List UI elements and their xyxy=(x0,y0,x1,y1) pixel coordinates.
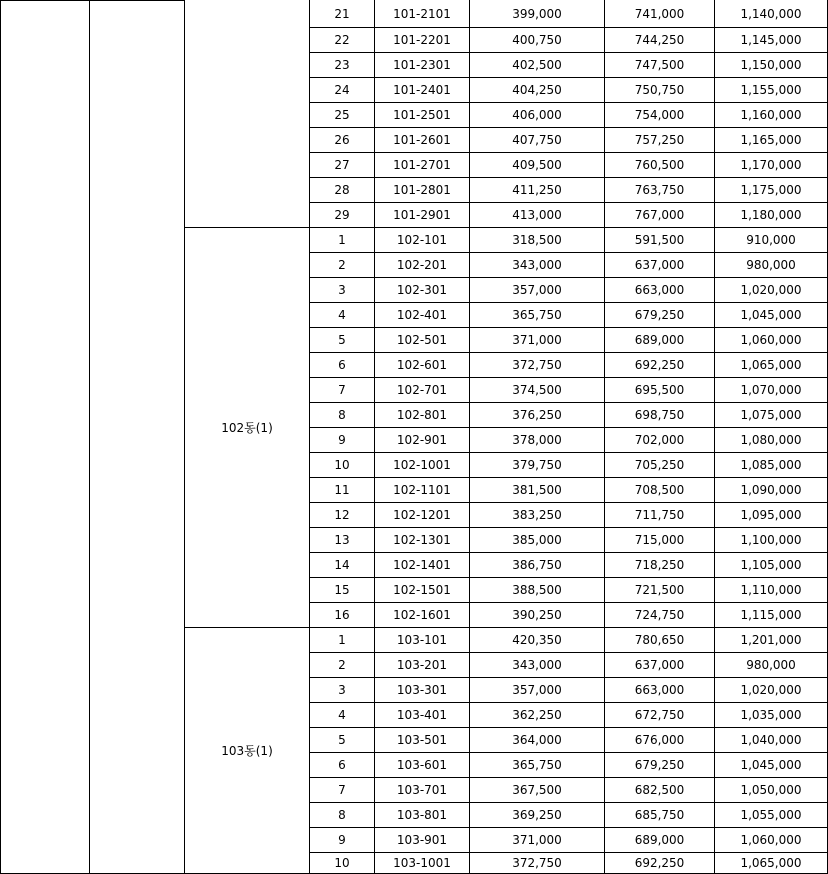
unit-number-cell: 101-2101 xyxy=(375,0,470,28)
unit-number-cell: 102-501 xyxy=(375,328,470,353)
row-number-cell: 4 xyxy=(310,303,375,328)
unit-number-cell: 102-1601 xyxy=(375,603,470,628)
amount-a-cell: 388,500 xyxy=(470,578,605,603)
amount-total-cell: 1,110,000 xyxy=(715,578,828,603)
amount-a-cell: 407,750 xyxy=(470,128,605,153)
unit-number-cell: 101-2901 xyxy=(375,203,470,228)
row-number-cell: 5 xyxy=(310,728,375,753)
amount-a-cell: 372,750 xyxy=(470,353,605,378)
amount-b-cell: 747,500 xyxy=(605,53,715,78)
amount-a-cell: 399,000 xyxy=(470,0,605,28)
amount-b-cell: 711,750 xyxy=(605,503,715,528)
amount-b-cell: 676,000 xyxy=(605,728,715,753)
row-number-cell: 28 xyxy=(310,178,375,203)
amount-total-cell: 1,035,000 xyxy=(715,703,828,728)
amount-a-cell: 376,250 xyxy=(470,403,605,428)
unit-number-cell: 103-601 xyxy=(375,753,470,778)
amount-b-cell: 760,500 xyxy=(605,153,715,178)
row-number-cell: 6 xyxy=(310,753,375,778)
amount-a-cell: 404,250 xyxy=(470,78,605,103)
unit-number-cell: 101-2201 xyxy=(375,28,470,53)
amount-total-cell: 1,165,000 xyxy=(715,128,828,153)
amount-b-cell: 679,250 xyxy=(605,303,715,328)
amount-total-cell: 1,070,000 xyxy=(715,378,828,403)
row-number-cell: 9 xyxy=(310,828,375,853)
amount-a-cell: 365,750 xyxy=(470,753,605,778)
amount-a-cell: 420,350 xyxy=(470,628,605,653)
row-number-cell: 3 xyxy=(310,678,375,703)
amount-b-cell: 705,250 xyxy=(605,453,715,478)
row-number-cell: 3 xyxy=(310,278,375,303)
amount-b-cell: 591,500 xyxy=(605,228,715,253)
amount-a-cell: 378,000 xyxy=(470,428,605,453)
unit-number-cell: 103-1001 xyxy=(375,853,470,874)
row-number-cell: 5 xyxy=(310,328,375,353)
amount-b-cell: 763,750 xyxy=(605,178,715,203)
amount-a-cell: 400,750 xyxy=(470,28,605,53)
amount-b-cell: 715,000 xyxy=(605,528,715,553)
amount-total-cell: 1,045,000 xyxy=(715,753,828,778)
amount-total-cell: 1,105,000 xyxy=(715,553,828,578)
unit-number-cell: 103-701 xyxy=(375,778,470,803)
amount-total-cell: 1,060,000 xyxy=(715,828,828,853)
unit-number-cell: 103-801 xyxy=(375,803,470,828)
row-number-cell: 2 xyxy=(310,253,375,278)
amount-total-cell: 1,201,000 xyxy=(715,628,828,653)
amount-b-cell: 637,000 xyxy=(605,253,715,278)
amount-b-cell: 685,750 xyxy=(605,803,715,828)
outer-subcategory-column xyxy=(90,0,185,874)
amount-total-cell: 1,020,000 xyxy=(715,278,828,303)
amount-b-cell: 718,250 xyxy=(605,553,715,578)
unit-number-cell: 101-2501 xyxy=(375,103,470,128)
amount-b-cell: 780,650 xyxy=(605,628,715,653)
amount-a-cell: 371,000 xyxy=(470,828,605,853)
table-top-border xyxy=(0,0,185,1)
unit-number-cell: 102-1301 xyxy=(375,528,470,553)
unit-number-cell: 102-1401 xyxy=(375,553,470,578)
amount-a-cell: 379,750 xyxy=(470,453,605,478)
amount-a-cell: 367,500 xyxy=(470,778,605,803)
unit-number-cell: 102-301 xyxy=(375,278,470,303)
amount-total-cell: 1,085,000 xyxy=(715,453,828,478)
amount-b-cell: 754,000 xyxy=(605,103,715,128)
amount-b-cell: 698,750 xyxy=(605,403,715,428)
amount-a-cell: 343,000 xyxy=(470,253,605,278)
amount-b-cell: 672,750 xyxy=(605,703,715,728)
unit-number-cell: 102-201 xyxy=(375,253,470,278)
amount-total-cell: 1,080,000 xyxy=(715,428,828,453)
unit-number-cell: 102-401 xyxy=(375,303,470,328)
row-number-cell: 11 xyxy=(310,478,375,503)
amount-total-cell: 1,115,000 xyxy=(715,603,828,628)
unit-number-cell: 101-2301 xyxy=(375,53,470,78)
amount-a-cell: 402,500 xyxy=(470,53,605,78)
row-number-cell: 21 xyxy=(310,0,375,28)
amount-total-cell: 980,000 xyxy=(715,653,828,678)
row-number-cell: 1 xyxy=(310,228,375,253)
amount-total-cell: 1,175,000 xyxy=(715,178,828,203)
unit-number-cell: 101-2801 xyxy=(375,178,470,203)
amount-a-cell: 371,000 xyxy=(470,328,605,353)
amount-total-cell: 1,170,000 xyxy=(715,153,828,178)
amount-a-cell: 357,000 xyxy=(470,278,605,303)
row-number-cell: 29 xyxy=(310,203,375,228)
amount-total-cell: 1,150,000 xyxy=(715,53,828,78)
row-number-cell: 9 xyxy=(310,428,375,453)
unit-number-cell: 102-1501 xyxy=(375,578,470,603)
amount-b-cell: 689,000 xyxy=(605,828,715,853)
row-number-cell: 27 xyxy=(310,153,375,178)
amount-b-cell: 663,000 xyxy=(605,278,715,303)
amount-total-cell: 910,000 xyxy=(715,228,828,253)
unit-number-cell: 103-401 xyxy=(375,703,470,728)
amount-total-cell: 1,045,000 xyxy=(715,303,828,328)
amount-total-cell: 1,155,000 xyxy=(715,78,828,103)
row-number-cell: 8 xyxy=(310,803,375,828)
row-number-cell: 24 xyxy=(310,78,375,103)
amount-b-cell: 637,000 xyxy=(605,653,715,678)
amount-b-cell: 724,750 xyxy=(605,603,715,628)
row-number-cell: 16 xyxy=(310,603,375,628)
row-number-cell: 7 xyxy=(310,378,375,403)
amount-b-cell: 682,500 xyxy=(605,778,715,803)
row-number-cell: 2 xyxy=(310,653,375,678)
unit-number-cell: 103-201 xyxy=(375,653,470,678)
unit-number-cell: 102-1201 xyxy=(375,503,470,528)
unit-number-cell: 102-101 xyxy=(375,228,470,253)
unit-number-cell: 103-301 xyxy=(375,678,470,703)
amount-b-cell: 767,000 xyxy=(605,203,715,228)
row-number-cell: 14 xyxy=(310,553,375,578)
amount-total-cell: 1,100,000 xyxy=(715,528,828,553)
amount-a-cell: 318,500 xyxy=(470,228,605,253)
amount-a-cell: 385,000 xyxy=(470,528,605,553)
amount-total-cell: 1,060,000 xyxy=(715,328,828,353)
amount-b-cell: 679,250 xyxy=(605,753,715,778)
amount-b-cell: 744,250 xyxy=(605,28,715,53)
row-number-cell: 13 xyxy=(310,528,375,553)
building-group-cell: 103동(1) xyxy=(185,628,310,874)
amount-a-cell: 364,000 xyxy=(470,728,605,753)
unit-number-cell: 102-1101 xyxy=(375,478,470,503)
amount-a-cell: 413,000 xyxy=(470,203,605,228)
amount-b-cell: 695,500 xyxy=(605,378,715,403)
amount-b-cell: 750,750 xyxy=(605,78,715,103)
amount-b-cell: 757,250 xyxy=(605,128,715,153)
row-number-cell: 25 xyxy=(310,103,375,128)
unit-number-cell: 102-901 xyxy=(375,428,470,453)
amount-total-cell: 1,055,000 xyxy=(715,803,828,828)
row-number-cell: 12 xyxy=(310,503,375,528)
amount-total-cell: 1,065,000 xyxy=(715,353,828,378)
amount-total-cell: 1,075,000 xyxy=(715,403,828,428)
unit-number-cell: 102-1001 xyxy=(375,453,470,478)
unit-number-cell: 102-601 xyxy=(375,353,470,378)
amount-a-cell: 386,750 xyxy=(470,553,605,578)
amount-a-cell: 365,750 xyxy=(470,303,605,328)
amount-total-cell: 1,145,000 xyxy=(715,28,828,53)
amount-total-cell: 1,040,000 xyxy=(715,728,828,753)
amount-total-cell: 1,180,000 xyxy=(715,203,828,228)
row-number-cell: 26 xyxy=(310,128,375,153)
unit-number-cell: 101-2401 xyxy=(375,78,470,103)
unit-number-cell: 103-101 xyxy=(375,628,470,653)
row-number-cell: 1 xyxy=(310,628,375,653)
amount-b-cell: 741,000 xyxy=(605,0,715,28)
row-number-cell: 8 xyxy=(310,403,375,428)
unit-number-cell: 101-2601 xyxy=(375,128,470,153)
unit-number-cell: 103-501 xyxy=(375,728,470,753)
row-number-cell: 6 xyxy=(310,353,375,378)
amount-a-cell: 383,250 xyxy=(470,503,605,528)
amount-b-cell: 708,500 xyxy=(605,478,715,503)
amount-b-cell: 692,250 xyxy=(605,353,715,378)
row-number-cell: 23 xyxy=(310,53,375,78)
amount-b-cell: 689,000 xyxy=(605,328,715,353)
outer-category-column xyxy=(0,0,90,874)
unit-number-cell: 103-901 xyxy=(375,828,470,853)
amount-a-cell: 381,500 xyxy=(470,478,605,503)
amount-a-cell: 362,250 xyxy=(470,703,605,728)
amount-total-cell: 1,065,000 xyxy=(715,853,828,874)
amount-a-cell: 357,000 xyxy=(470,678,605,703)
row-number-cell: 10 xyxy=(310,853,375,874)
row-number-cell: 10 xyxy=(310,453,375,478)
row-number-cell: 22 xyxy=(310,28,375,53)
amount-total-cell: 1,050,000 xyxy=(715,778,828,803)
amount-total-cell: 1,140,000 xyxy=(715,0,828,28)
amount-b-cell: 702,000 xyxy=(605,428,715,453)
building-group-cell xyxy=(185,0,310,228)
amount-total-cell: 980,000 xyxy=(715,253,828,278)
amount-a-cell: 409,500 xyxy=(470,153,605,178)
row-number-cell: 15 xyxy=(310,578,375,603)
amount-b-cell: 721,500 xyxy=(605,578,715,603)
amount-b-cell: 663,000 xyxy=(605,678,715,703)
amount-total-cell: 1,160,000 xyxy=(715,103,828,128)
amount-a-cell: 411,250 xyxy=(470,178,605,203)
building-group-cell: 102동(1) xyxy=(185,228,310,628)
amount-b-cell: 692,250 xyxy=(605,853,715,874)
row-number-cell: 7 xyxy=(310,778,375,803)
unit-number-cell: 102-801 xyxy=(375,403,470,428)
amount-a-cell: 390,250 xyxy=(470,603,605,628)
amount-a-cell: 406,000 xyxy=(470,103,605,128)
amount-total-cell: 1,095,000 xyxy=(715,503,828,528)
amount-total-cell: 1,020,000 xyxy=(715,678,828,703)
unit-number-cell: 101-2701 xyxy=(375,153,470,178)
amount-total-cell: 1,090,000 xyxy=(715,478,828,503)
amount-a-cell: 343,000 xyxy=(470,653,605,678)
amount-a-cell: 372,750 xyxy=(470,853,605,874)
unit-number-cell: 102-701 xyxy=(375,378,470,403)
amount-a-cell: 369,250 xyxy=(470,803,605,828)
row-number-cell: 4 xyxy=(310,703,375,728)
amount-a-cell: 374,500 xyxy=(470,378,605,403)
